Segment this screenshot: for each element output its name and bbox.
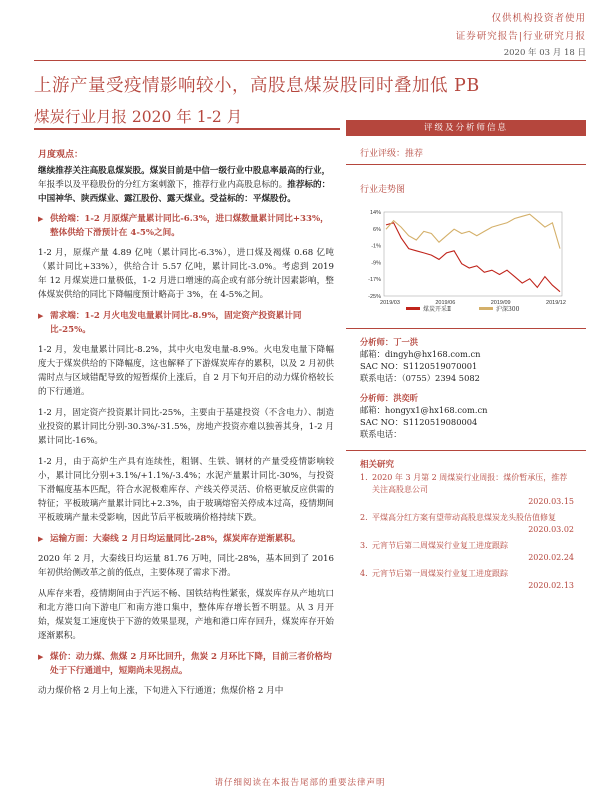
y-tick-label: -1% bbox=[371, 243, 381, 250]
recommended-picks: 推荐标的：中国神华、陕西煤业、露江股份、露天煤业。受益标的：平煤股份。 bbox=[38, 180, 331, 204]
y-tick-label: -17% bbox=[368, 277, 381, 284]
paragraph-investment: 1-2 月，固定资产投资累计同比-25%，主要由于基建投资（不含电力）、制造业投资的累计同比分别-30.3%/-31.5%，房地产投资亦难以独善其身，1-2 月累计同比-16%。 bbox=[38, 408, 334, 446]
related-item-date: 2020.02.13 bbox=[528, 581, 574, 590]
legal-footer: 请仔细阅读在本报告尾部的重要法律声明 bbox=[214, 778, 386, 788]
trend-chart-title: 行业走势图 bbox=[360, 185, 406, 195]
analyst-card bbox=[360, 336, 480, 384]
top-divider bbox=[34, 60, 586, 61]
intro-paragraph bbox=[38, 164, 334, 206]
sidebar-divider bbox=[346, 328, 586, 329]
subtitle-divider bbox=[34, 128, 340, 130]
x-tick-label: 2019/09 bbox=[490, 300, 511, 306]
report-subtitle: 煤炭行业月报 2020 年 1-2 月 bbox=[34, 108, 243, 126]
paragraph-inventory: 从库存来看，疫情期间由于汽运不畅、国铁结构性紧张，煤炭库存从产地坑口和北方港口向下游电厂和南方港口集中，整体库存增长暂不明显。从 3 月开始，煤炭复工速度快于下游的效果显现，产地和港口库存回升，煤炭库存开始逐渐累积。 bbox=[38, 589, 334, 641]
paragraph-daqin: 2020 年 2 月，大秦线日均运量 81.76 万吨，同比-28%，基本回到了 2016 年初供给侧改革之前的低点，主要体现了需求下滑。 bbox=[38, 554, 334, 578]
related-item[interactable] bbox=[360, 472, 574, 508]
series-line-1 bbox=[386, 214, 560, 248]
highlight-supply: ▶ 供给端：1-2 月原煤产量累计同比-6.3%，进口煤数量累计同比+33%，整体供给下滑预计在 4-5%之间。 bbox=[38, 212, 334, 240]
report-category: 证券研究报告|行业研究月报 bbox=[455, 31, 586, 42]
sidebar-divider bbox=[346, 164, 586, 165]
chart-legend bbox=[406, 304, 519, 313]
analyst-card bbox=[360, 392, 487, 440]
y-tick-label: -9% bbox=[371, 260, 381, 267]
report-date: 2020 年 03 月 18 日 bbox=[503, 48, 586, 58]
related-item[interactable] bbox=[360, 540, 574, 564]
related-item[interactable] bbox=[360, 512, 574, 536]
main-column bbox=[38, 148, 334, 705]
disclaimer: 仅供机构投资者使用 bbox=[491, 13, 586, 24]
related-item-number: 4. bbox=[360, 569, 368, 578]
related-item-text: 平煤高分红方案有望带动高股息煤炭龙头股估值修复 bbox=[372, 513, 556, 522]
related-research-list bbox=[360, 472, 574, 596]
related-item-number: 3. bbox=[360, 541, 368, 550]
related-item-date: 2020.03.15 bbox=[528, 497, 574, 506]
analyst-name: 分析师：丁一洪 bbox=[360, 337, 419, 347]
x-tick-label: 2019/03 bbox=[380, 300, 400, 306]
related-item-number: 1. bbox=[360, 473, 368, 482]
related-research-title: 相关研究 bbox=[360, 460, 395, 470]
paragraph-price: 动力煤价格 2 月上旬上涨，下旬进入下行通道；焦煤价格 2 月中 bbox=[38, 686, 284, 696]
analyst-phone: 联系电话：（0755）2394 5082 bbox=[360, 373, 480, 383]
related-item-text: 2020 年 3 月第 2 周煤炭行业周报：煤价暂承压，推荐关注高股息公司 bbox=[372, 473, 568, 494]
analyst-name: 分析师：洪奕昕 bbox=[360, 393, 419, 403]
y-tick-label: 6% bbox=[373, 226, 381, 233]
related-item-text: 元宵节后第二周煤炭行业复工进度跟踪 bbox=[372, 541, 508, 550]
analyst-phone: 联系电话： bbox=[360, 429, 402, 439]
paragraph-industrial: 1-2 月，由于高炉生产具有连续性，粗钢、生铁、钢材的产量受疫情影响较小，累计同比分别+3.1%/+1.1%/-3.4%；水泥产量累计同比-30%，与投资下滑幅度基本匹配，符合水泥极难库存、产线关停灵活、价格更敏反应供需的特征；平板玻璃产量累计同比+2.3%，由于玻璃熔窑关停成本过高，疫情期间平板玻璃产量未受影响，因此节后平板玻璃价格持续下跌。 bbox=[38, 457, 334, 523]
highlight-price: ▶ 煤价：动力煤、焦煤 2 月环比回升，焦炭 2 月环比下降，目前三者价格均处于下行通道中，短期尚未见拐点。 bbox=[38, 650, 334, 678]
legend-label-hs300: 沪深300 bbox=[495, 306, 520, 313]
y-tick-label: 14% bbox=[369, 210, 381, 216]
related-item-date: 2020.03.02 bbox=[528, 525, 574, 534]
industry-rating: 行业评级：推荐 bbox=[360, 149, 424, 159]
x-tick-label: 2019/12 bbox=[546, 300, 566, 306]
paragraph-supply: 1-2 月，原煤产量 4.89 亿吨（累计同比-6.3%），进口煤及褐煤 0.68 亿吨（累计同比+33%），供给合计 5.57 亿吨，累计同比-3.0%。考虑到 2019 年 12 月煤炭进口量极低，1-2 月进口增速的高企或有部分统计因素影响，整体煤炭供给的同比下降幅度预计略高于 3%，在 4-5%之间。 bbox=[38, 248, 334, 300]
highlight-demand: ▶ 需求端：1-2 月火电发电量累计同比-8.9%，固定资产投资累计同比-25%。 bbox=[38, 309, 334, 337]
y-tick-label: -25% bbox=[368, 294, 381, 300]
legend-swatch-coal bbox=[406, 307, 420, 310]
report-title: 上游产量受疫情影响较小，高股息煤炭股同时叠加低 PB bbox=[34, 76, 480, 96]
related-item-number: 2. bbox=[360, 513, 368, 522]
analyst-email[interactable]: 邮箱：dingyh@hx168.com.cn bbox=[360, 349, 481, 359]
x-tick-label: 2019/06 bbox=[435, 300, 456, 306]
paragraph-power: 1-2 月，发电量累计同比-8.2%，其中火电发电量-8.9%。火电发电量下降幅度大于煤炭供给的下降幅度，这也解释了下游煤炭库存的累积，以及 2 月初供需时点与区域错配导致的短暂煤价上涨后，自 2 月下旬开启的动力煤价格较长的下行通道。 bbox=[38, 345, 334, 397]
chart-frame bbox=[384, 212, 562, 296]
analyst-sac: SAC NO：S1120519080004 bbox=[360, 417, 478, 427]
intro-normal-text: 年报季以及平稳股份的分红方案刺激下，推荐行业内高股息标的。 bbox=[38, 180, 288, 190]
analyst-sac: SAC NO：S1120519070001 bbox=[360, 361, 478, 371]
legend-swatch-hs300 bbox=[479, 307, 493, 310]
sidebar-header: 评级及分析师信息 bbox=[346, 120, 586, 136]
intro-bold-text: 继续推荐关注高股息煤炭股。煤炭目前是中信一级行业中股息率最高的行业， bbox=[38, 166, 331, 176]
related-item[interactable] bbox=[360, 568, 574, 592]
related-item-date: 2020.02.24 bbox=[528, 553, 574, 562]
highlight-transport: ▶ 运输方面：大秦线 2 月日均运量同比-28%，煤炭库存逆渐累积。 bbox=[38, 532, 334, 546]
section-label: 月度观点： bbox=[38, 150, 84, 160]
sidebar-divider bbox=[346, 450, 586, 451]
analyst-email[interactable]: 邮箱：hongyx1@hx168.com.cn bbox=[360, 405, 488, 415]
sidebar bbox=[346, 120, 586, 590]
related-item-text: 元宵节后第一周煤炭行业复工进度跟踪 bbox=[372, 569, 508, 578]
legend-label-coal: 煤炭开采Ⅱ bbox=[423, 306, 452, 313]
